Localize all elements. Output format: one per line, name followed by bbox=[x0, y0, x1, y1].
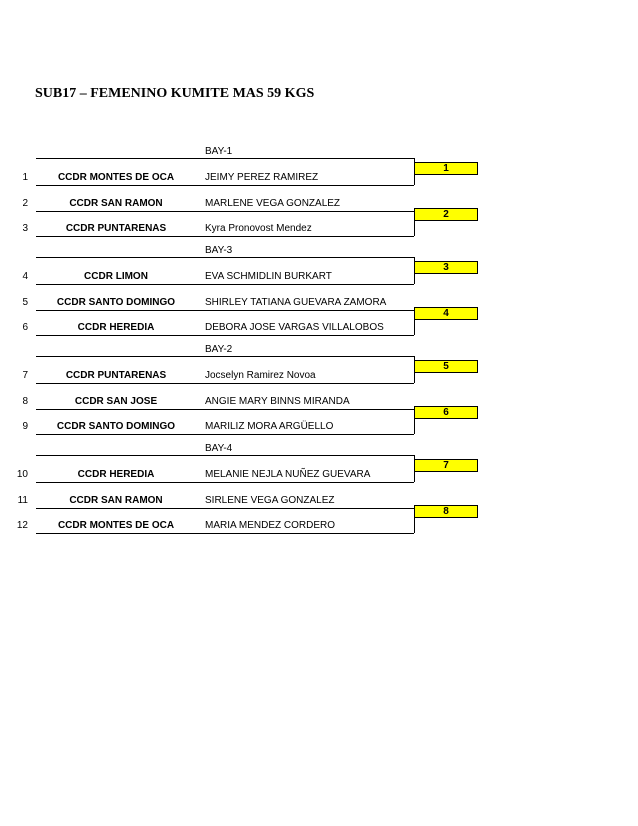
athlete-name: JEIMY PEREZ RAMIREZ bbox=[205, 172, 319, 183]
athlete-name: MARILIZ MORA ARGÜELLO bbox=[205, 421, 334, 432]
bracket-slot: 3 bbox=[414, 261, 478, 274]
entry-line bbox=[36, 409, 414, 410]
athlete-name: Jocselyn Ramirez Novoa bbox=[205, 370, 316, 381]
entry-line bbox=[36, 508, 414, 509]
bay-label: BAY-3 bbox=[205, 245, 233, 256]
group-header-line bbox=[36, 356, 414, 357]
bracket-slot: 8 bbox=[414, 505, 478, 518]
group-header-line bbox=[36, 158, 414, 159]
entry-line bbox=[36, 310, 414, 311]
seed-number: 9 bbox=[22, 421, 28, 432]
bay-label: BAY-2 bbox=[205, 344, 233, 355]
athlete-name: MELANIE NEJLA NUÑEZ GUEVARA bbox=[205, 469, 371, 480]
club-name: CCDR SAN RAMON bbox=[69, 198, 163, 209]
entry-line bbox=[36, 335, 414, 336]
club-name: CCDR SAN JOSE bbox=[74, 396, 158, 407]
bay-label: BAY-4 bbox=[205, 443, 233, 454]
entry-line bbox=[36, 434, 414, 435]
club-name: CCDR PUNTARENAS bbox=[65, 370, 167, 381]
seed-number: 12 bbox=[16, 520, 28, 531]
bracket-slot: 2 bbox=[414, 208, 478, 221]
club-name: CCDR MONTES DE OCA bbox=[57, 172, 175, 183]
athlete-name: Kyra Pronovost Mendez bbox=[205, 223, 312, 234]
club-name: CCDR PUNTARENAS bbox=[65, 223, 167, 234]
club-name: CCDR MONTES DE OCA bbox=[57, 520, 175, 531]
club-name: CCDR HEREDIA bbox=[77, 469, 155, 480]
entry-line bbox=[36, 482, 414, 483]
athlete-name: SIRLENE VEGA GONZALEZ bbox=[205, 495, 335, 506]
seed-number: 10 bbox=[16, 469, 28, 480]
entry-line bbox=[36, 185, 414, 186]
seed-number: 4 bbox=[22, 271, 28, 282]
entry-line bbox=[36, 533, 414, 534]
seed-number: 3 bbox=[22, 223, 28, 234]
athlete-name: MARLENE VEGA GONZALEZ bbox=[205, 198, 341, 209]
bracket-slot: 4 bbox=[414, 307, 478, 320]
group-header-line bbox=[36, 455, 414, 456]
club-name: CCDR SAN RAMON bbox=[69, 495, 163, 506]
bracket-slot: 6 bbox=[414, 406, 478, 419]
seed-number: 5 bbox=[22, 297, 28, 308]
athlete-name: SHIRLEY TATIANA GUEVARA ZAMORA bbox=[205, 297, 387, 308]
seed-number: 1 bbox=[22, 172, 28, 183]
bracket-slot: 1 bbox=[414, 162, 478, 175]
seed-number: 11 bbox=[17, 495, 28, 506]
entry-line bbox=[36, 211, 414, 212]
club-name: CCDR SANTO DOMINGO bbox=[56, 421, 176, 432]
club-name: CCDR LIMON bbox=[84, 271, 148, 282]
athlete-name: MARIA MENDEZ CORDERO bbox=[205, 520, 336, 531]
bay-label: BAY-1 bbox=[205, 146, 233, 157]
seed-number: 6 bbox=[22, 322, 28, 333]
athlete-name: DEBORA JOSE VARGAS VILLALOBOS bbox=[205, 322, 384, 333]
seed-number: 8 bbox=[22, 396, 28, 407]
athlete-name: EVA SCHMIDLIN BURKART bbox=[205, 271, 332, 282]
club-name: CCDR SANTO DOMINGO bbox=[56, 297, 176, 308]
seed-number: 2 bbox=[22, 198, 28, 209]
group-header-line bbox=[36, 257, 414, 258]
entry-line bbox=[36, 383, 414, 384]
entry-line bbox=[36, 284, 414, 285]
entry-line bbox=[36, 236, 414, 237]
seed-number: 7 bbox=[22, 370, 28, 381]
bracket-slot: 5 bbox=[414, 360, 478, 373]
bracket-slot: 7 bbox=[414, 459, 478, 472]
club-name: CCDR HEREDIA bbox=[77, 322, 155, 333]
document-title: SUB17 – FEMENINO KUMITE MAS 59 KGS bbox=[35, 86, 315, 101]
athlete-name: ANGIE MARY BINNS MIRANDA bbox=[205, 396, 350, 407]
